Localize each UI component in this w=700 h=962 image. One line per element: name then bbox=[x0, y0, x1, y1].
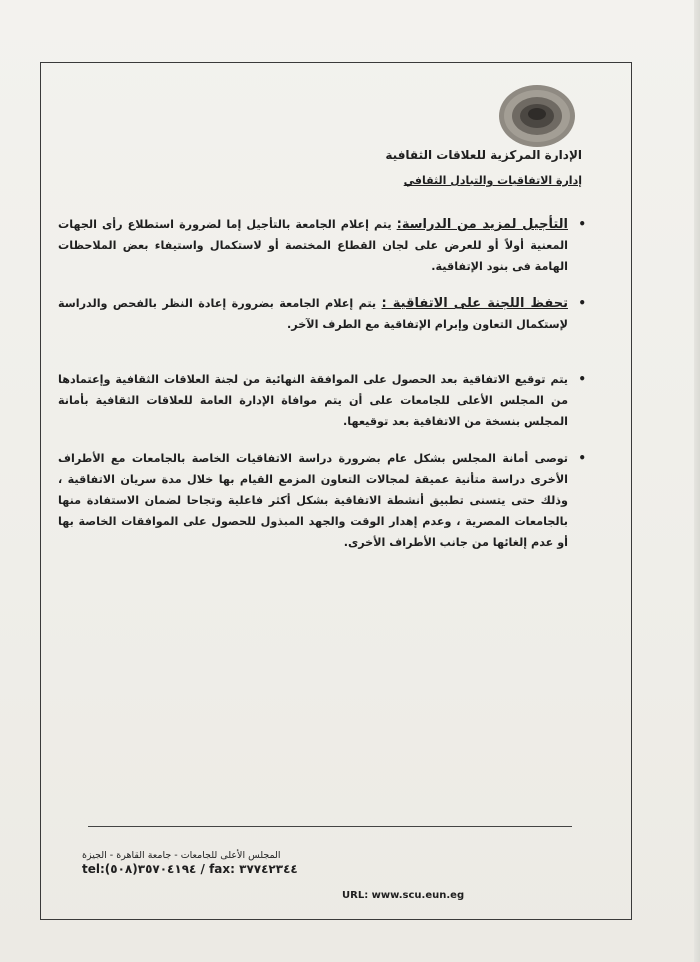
list-item bbox=[58, 214, 586, 277]
scan-edge bbox=[694, 0, 700, 962]
item-text: يتم إعلام الجامعة بالتأجيل إما لضرورة استطلاع رأى الجهات المعنية أولاً أو للعرض على لجان القطاع المختصة أو لاستكمال واستيفاء بعض الملاحظات الهامة فى بنود الإتفاقية. bbox=[58, 218, 568, 273]
footer-divider bbox=[88, 826, 572, 827]
council-logo-emblem bbox=[498, 84, 576, 148]
bullet-icon: • bbox=[578, 451, 586, 465]
list-item bbox=[58, 448, 586, 553]
item-text: توصى أمانة المجلس بشكل عام بضرورة دراسة الاتفاقيات الخاصة بالجامعات مع الأطراف الأخرى دراسة متأنية عميقة لمجالات التعاون المزمع القيام بها خلال مدة سريان الاتفاقية ، وذلك حتى يتسنى تطبيق أنشطة الاتفاقية بشكل أكثر فاعلية وتجاحا لضمان الاستفادة منها بالجامعات المصرية ، وعدم إهدار الوقت والجهد المبذول للحصول على الموافقات الخاصة بها أو عدم إلغائها من جانب الأطراف الأخرى. bbox=[58, 452, 568, 549]
footer-address: المجلس الأعلى للجامعات - جامعة القاهرة - الجيزة bbox=[82, 850, 281, 861]
footer-url: URL: www.scu.eun.eg bbox=[342, 890, 465, 901]
bullet-icon: • bbox=[578, 217, 586, 231]
item-lead: تحفظ اللجنة على الاتفاقية : bbox=[381, 296, 568, 311]
document-body bbox=[58, 214, 586, 553]
item-lead: التأجيل لمزيد من الدراسة: bbox=[396, 217, 568, 232]
item-text: يتم إعلام الجامعة بضرورة إعادة النظر بالفحص والدراسة لإستكمال التعاون وإبرام الإتفاقية مع الطرف الآخر. bbox=[58, 297, 568, 331]
list-item bbox=[58, 293, 586, 335]
department-subtitle: إدارة الاتفاقيات والتبادل الثقافي bbox=[403, 174, 582, 187]
bullet-icon: • bbox=[578, 372, 586, 386]
item-text: يتم توقيع الاتفاقية بعد الحصول على الموافقة النهائية من لجنة العلاقات الثقافية وإعتمادها من المجلس الأعلى للجامعات على أن يتم موافاة الإدارة العامة للعلاقات الثقافية بأمانة المجلس بنسخة من الاتفاقية بعد توقيعها. bbox=[58, 373, 568, 428]
footer-contact: tel:٣٥٧٠٤١٩٤(٥٠٨) / fax: ٣٧٧٤٢٣٤٤ bbox=[82, 862, 298, 876]
bullet-icon: • bbox=[578, 296, 586, 310]
list-item bbox=[58, 369, 586, 432]
department-title: الإدارة المركزية للعلاقات الثقافية bbox=[385, 148, 582, 162]
